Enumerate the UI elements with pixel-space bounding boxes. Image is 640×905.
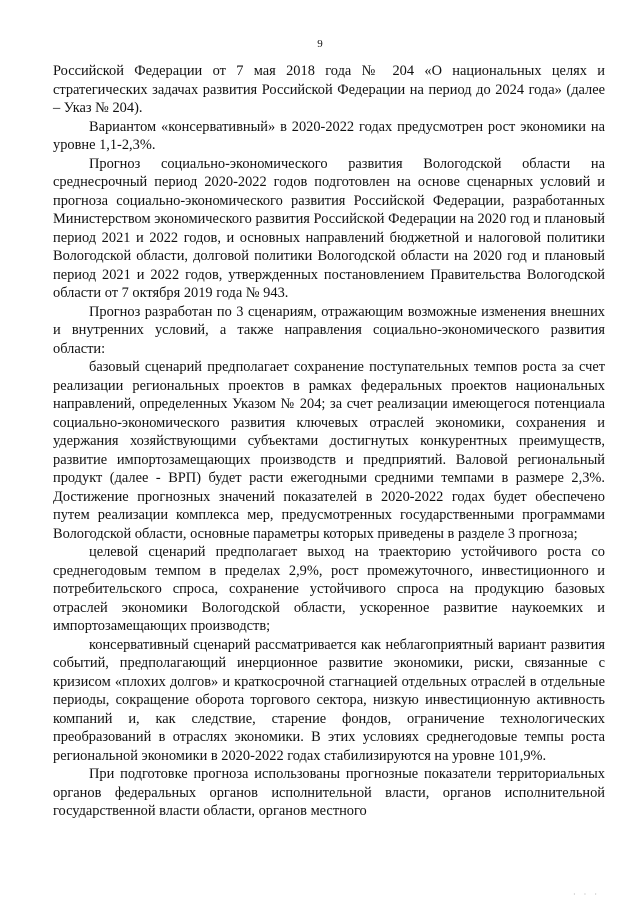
- paragraph-conservative-variant: Вариантом «консервативный» в 2020-2022 годах предусмотрен рост экономики на уровне 1,1-2,3%.: [53, 118, 605, 153]
- document-body: [53, 62, 605, 821]
- paragraph-forecast-basis: Прогноз социально-экономического развития Вологодской области на среднесрочный период 2020-2022 годов подготовлен на основе сценарных условий и прогноза социально-экономического развития Российской Федерации, разработанных Министерством экономического развития Российской Федерации на 2020 год и плановый период 2021 и 2022 годов, и основных направлений бюджетной и налоговой политики Вологодской области, долговой политики Вологодской области на 2020 год и плановый период 2021 и 2022 годов, утвержденных постановлением Правительства Вологодской области от 7 октября 2019 года № 943.: [53, 155, 605, 301]
- paragraph-target-scenario: целевой сценарий предполагает выход на траекторию устойчивого роста со среднегодовым темпом в пределах 2,9%, рост промежуточного, инвестиционного и потребительского спроса, сохранение устойчивого спроса на продукцию базовых отраслей экономики Вологодской области, ускоренное развитие наукоемких и импортозамещающих производств;: [53, 544, 605, 634]
- paragraph-forecast-sources: При подготовке прогноза использованы прогнозные показатели территориальных органов федеральных органов исполнительной власти, органов исполнительной государственной власти области, органов местного: [53, 766, 605, 819]
- paragraph-decree-reference: Российской Федерации от 7 мая 2018 года № 204 «О национальных целях и стратегических задачах развития Российской Федерации на период до 2024 года» (далее – Указ № 204).: [53, 63, 605, 116]
- paragraph-conservative-scenario: консервативный сценарий рассматривается как неблагоприятный вариант развития событий, предполагающий инерционное развитие экономики, риски, связанные с кризисом «плохих долгов» и краткосрочной стагнацией отдельных отраслей в отдельные периоды, сокращение оборота торгового сектора, низкую инвестиционную активность компаний и, как следствие, старение фондов, ограничение технологических преобразований в отраслях экономики. В этих условиях среднегодовые темпы роста региональной экономики в 2020-2022 годах стабилизируются на уровне 101,9%.: [53, 636, 605, 764]
- scan-artifact: · · ·: [573, 890, 600, 899]
- paragraph-base-scenario: базовый сценарий предполагает сохранение поступательных темпов роста за счет реализации региональных проектов в рамках федеральных проектов национальных направлений, определенных Указом № 204; за счет реализации имеющегося потенциала социально-экономического развития ключевых отраслей экономики, сохранения и удержания хозяйствующими субъектами достигнутых конкурентных преимуществ, развитие импортозамещающих производств и предприятий. Валовой региональный продукт (далее - ВРП) будет расти ежегодными средними темпами в размере 2,3%. Достижение прогнозных значений показателей в 2020-2022 годах будет обеспечено путем реализации комплекса мер, предусмотренных государственными программами Вологодской области, основные параметры которых приведены в разделе 3 прогноза;: [53, 359, 605, 542]
- paragraph-three-scenarios: Прогноз разработан по 3 сценариям, отражающим возможные изменения внешних и внутренних условий, а также направления социально-экономического развития области:: [53, 303, 605, 357]
- page-number: 9: [317, 38, 323, 50]
